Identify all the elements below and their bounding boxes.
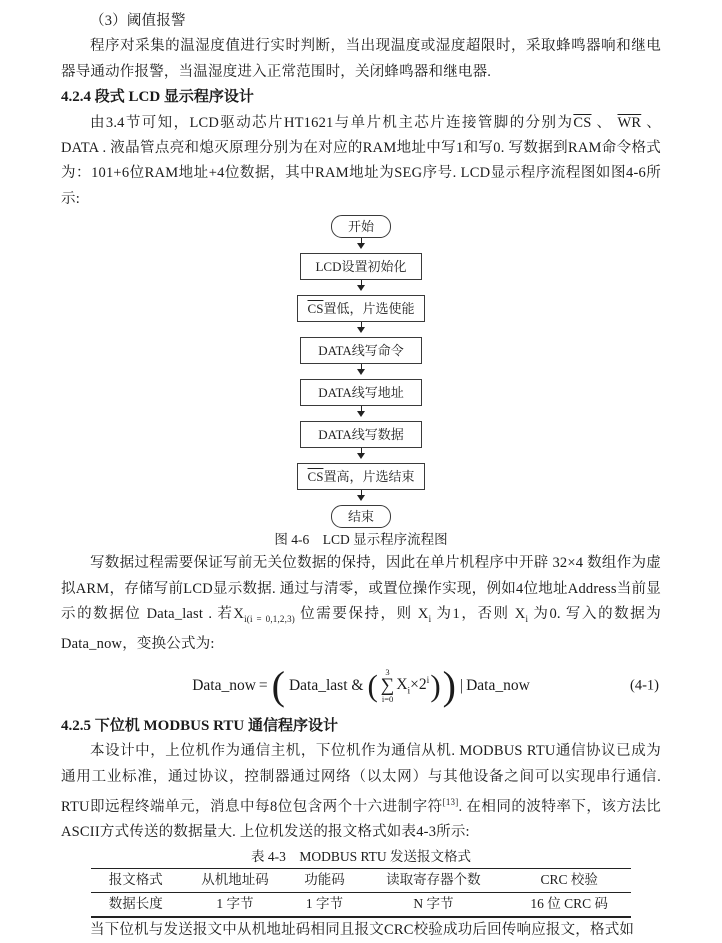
text-segment: 位需要保持，则 X: [294, 606, 429, 623]
sum-upper-limit: 3: [385, 667, 390, 678]
flowchart-node-write-address: [300, 379, 422, 406]
text-segment: （3）阈值报警: [90, 13, 186, 29]
figure-caption: [61, 529, 661, 551]
section-heading-424: [61, 85, 661, 110]
flow-arrow-icon: [361, 448, 362, 457]
node-label: 置高，片选结束: [323, 469, 415, 485]
flowchart-node-start: [331, 215, 391, 238]
text-segment: 程序对采集的温湿度值进行实时判断，当出现温度或湿度超限时，采取蜂鸣器响和继电器导通动作报警，当温湿度进入正常范围时，关闭蜂鸣器和继电器.: [61, 38, 661, 80]
flow-arrow-icon: [361, 322, 362, 331]
table-header-cell: 从机地址码: [201, 872, 269, 888]
flow-arrow-icon: [361, 238, 362, 247]
text-segment: 、DATA . 液晶管点亮和熄灭原理分别为在对应的RAM地址中写1和写0. 写数据到RAM命令格式为：101+6位RAM地址+4位数据，其中RAM地址为SEG序号. LCD显示程序流程图如图4-6所示:: [61, 114, 661, 207]
paragraph-modbus-intro: [61, 739, 661, 845]
heading-text: 4.2.5 下位机 MODBUS RTU 通信程序设计: [61, 717, 338, 734]
node-label: 置低，片选使能: [323, 301, 415, 317]
cs-overline-signal: $\overline{CS}$: [307, 301, 324, 317]
term-exponent: i: [426, 675, 430, 686]
caption-text: 表 4-3 MODBUS RTU 发送报文格式: [250, 848, 472, 864]
table-header-cell: 报文格式: [108, 872, 163, 888]
flowchart-node-cs-low: [297, 295, 426, 322]
subscript-text: i(i = 0,1,2,3): [244, 613, 295, 624]
flowchart-node-end: [331, 505, 391, 528]
paren-open-outer: (: [271, 662, 285, 708]
text-segment: 、: [591, 114, 618, 131]
sum-lower-limit: i=0: [381, 693, 394, 704]
flow-arrow-icon: [361, 490, 362, 499]
paragraph-lcd-intro: [61, 111, 661, 213]
item3-heading: [61, 9, 661, 34]
text-segment: 写数据过程需要保证写前无关位数据的保持，因此在单片机程序中开辟 32×4 数组作为虚拟ARM，存储写前LCD显示数据. 通过与清零，或置位操作实现，例如4位地址Address当前显示的数据位 Data_last . 若X: [61, 555, 661, 623]
term-base: X: [396, 675, 408, 693]
node-label: 结束: [347, 509, 374, 525]
citation-13: [13]: [442, 796, 459, 807]
formula-or-bar: |: [459, 676, 464, 694]
paragraph-closing: [61, 918, 661, 943]
subscript-text: i: [525, 613, 529, 624]
flowchart-node-write-command: [300, 337, 422, 364]
term-multiplier: ×2: [410, 675, 427, 693]
table-header-cell: 功能码: [304, 872, 345, 888]
equation-number: (4-1): [630, 677, 659, 694]
paren-close-outer: ): [442, 662, 456, 708]
table-header-cell: CRC 校验: [540, 872, 598, 888]
text-segment: 为0. 写入的数据为Data_now，变换公式为:: [61, 606, 662, 653]
cs-overline-signal: $\overline{CS}$: [573, 114, 592, 131]
table-header-cell: 读取寄存器个数: [386, 872, 481, 888]
formula-rhs: Data_now: [466, 676, 530, 694]
node-label: DATA线写命令: [318, 343, 404, 359]
term-subscript: i: [407, 685, 411, 696]
lcd-flowchart: [61, 215, 661, 528]
wr-overline-signal: $\overline{WR}$: [617, 114, 642, 131]
formula-term: [396, 676, 429, 696]
formula-inner-left: Data_last &: [288, 676, 364, 694]
heading-text: 4.2.4 段式 LCD 显示程序设计: [61, 89, 254, 106]
table-cell: 1 字节: [216, 896, 254, 912]
flowchart-node-cs-high: [297, 463, 426, 490]
node-label: 开始: [347, 219, 374, 235]
flow-arrow-icon: [361, 406, 362, 415]
table-caption: [61, 846, 661, 868]
equation-4-1: [61, 660, 661, 712]
flow-arrow-icon: [361, 280, 362, 289]
node-label: DATA线写数据: [318, 427, 404, 443]
text-segment: . 在相同的波特率下，该方法比ASCII方式传送的数据量大. 上位机发送的报文格式如表4-3所示:: [61, 798, 662, 841]
paren-close-inner: ): [430, 667, 441, 703]
paragraph-write-process: [61, 551, 661, 658]
flowchart-node-init: [300, 253, 422, 280]
text-segment: 由3.4节可知，LCD驱动芯片HT1621与单片机主芯片连接管脚的分别为: [90, 114, 574, 131]
table-cell: N 字节: [413, 896, 454, 912]
text-segment: 当下位机与发送报文中从机地址码相同且报文CRC校验成功后回传响应报文，格式如: [90, 921, 635, 938]
table-cell: 16 位 CRC 码: [530, 896, 609, 912]
table-cell: 1 字节: [305, 896, 344, 912]
paren-open-inner: (: [367, 667, 378, 703]
text-segment: 本设计中，上位机作为通信主机，下位机作为通信从机. MODBUS RTU通信协议已成为通用工业标准，通过协议，控制器通过网络（以太网）与其他设备之间可以实现串行通信. RTU即远程终端单元，消息中每8位包含两个十六进制字符: [61, 743, 661, 815]
node-label: LCD设置初始化: [315, 259, 407, 275]
caption-text: 图 4-6 LCD 显示程序流程图: [274, 532, 448, 548]
formula-lhs: Data_now: [192, 676, 256, 694]
table-cell: 数据长度: [108, 896, 163, 912]
table-header-row: [91, 868, 631, 892]
text-segment: 为1，否则 X: [431, 606, 526, 623]
section-heading-425: [61, 714, 661, 739]
subscript-text: i: [428, 613, 432, 624]
cs-overline-signal: $\overline{CS}$: [307, 469, 324, 485]
formula-equals: =: [258, 676, 268, 694]
flow-arrow-icon: [361, 364, 362, 373]
summation-symbol: [381, 668, 395, 703]
paragraph-threshold-alarm: [61, 34, 661, 85]
node-label: DATA线写地址: [318, 385, 404, 401]
flowchart-node-write-data: [300, 421, 422, 448]
modbus-frame-table: [91, 868, 631, 918]
table-row: [91, 892, 631, 917]
sigma-icon: ∑: [380, 674, 395, 696]
